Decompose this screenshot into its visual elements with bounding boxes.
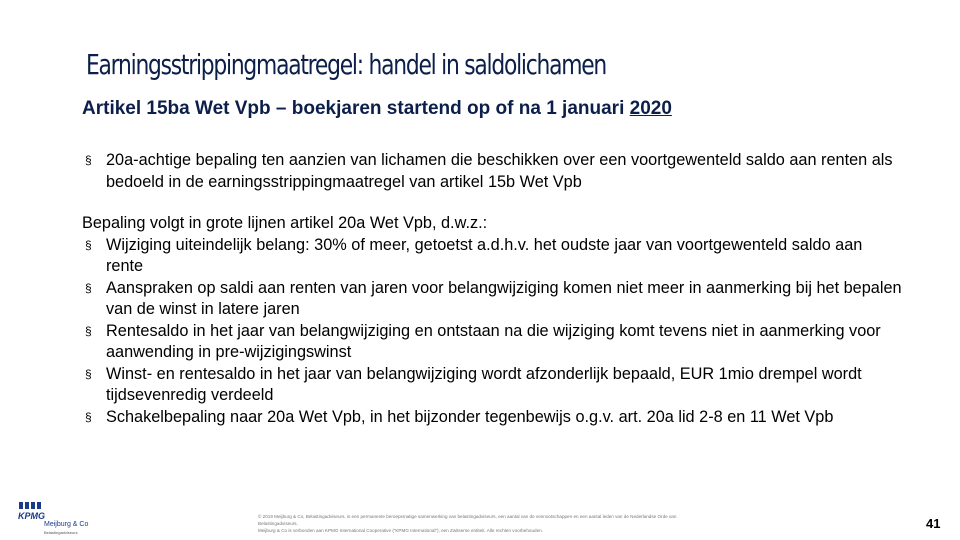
bullet-icon: § [85,237,92,252]
bullet-icon: § [85,323,92,338]
logo-subtitle: Belastingadviseurs [44,530,78,535]
bullet-text: Rentesaldo in het jaar van belangwijziging en ontstaan na die wijziging komt tevens niet in aanmerking voor aanwending in pre-wijzigingswinst [106,321,881,361]
list-item [82,364,902,407]
bullet-text: Schakelbepaling naar 20a Wet Vpb, in het bijzonder tegenbewijs o.g.v. art. 20a lid 2-8 en 11 Wet Vpb [106,407,834,426]
legal-line: Meijburg & Co is verbonden aan KPMG International Cooperative (“KPMG International”), een Zwitserse entiteit. Alle rechten voorbehouden. [258,528,543,533]
list-item [82,235,902,278]
list-item [82,150,902,193]
subtitle-main: Artikel 15ba Wet Vpb – boekjaren startend op of na 1 januari [82,98,630,119]
lead-text: Bepaling volgt in grote lijnen artikel 20a Wet Vpb, d.w.z.: [82,214,488,232]
bullet-text: 20a-achtige bepaling ten aanzien van lichamen die beschikken over een voortgewenteld saldo aan renten als bedoeld in de earningsstrippingmaatregel van artikel 15b Wet Vpb [106,151,893,191]
list-item [82,278,902,321]
bullet-text: Aanspraken op saldi aan renten van jaren voor belangwijziging komen niet meer in aanmerking bij het bepalen van de winst in latere jaren [106,278,902,318]
bullet-icon: § [85,280,92,295]
slide-title: Earningsstrippingmaatregel: handel in saldolichamen [86,48,607,81]
bullet-icon: § [85,409,92,424]
logo-name: Meijburg & Co [44,521,89,528]
slide-body [82,150,902,428]
slide-subtitle [82,98,672,120]
intro-bullet-list [82,150,902,193]
bullet-list [82,235,902,429]
list-item [82,321,902,364]
page-number: 41 [926,516,941,531]
bullet-icon: § [85,153,92,167]
company-logo [18,500,88,536]
list-item [82,407,902,429]
subtitle-year: 2020 [629,98,672,119]
bullet-text: Winst- en rentesaldo in het jaar van belangwijziging wordt afzonderlijk bepaald, EUR 1mio drempel wordt tijdsevenredig verdeeld [106,364,862,404]
bullet-icon: § [85,366,92,381]
logo-mark: KPMG [18,511,45,521]
legal-line: © 2019 Meijburg & Co, Belastingadviseurs, is een permanente beroepsmatige samenwerking van belastingadviseurs, een aantal van de vennootschappen en een aantal leden van de Nederlandse Orde van Belastingadviseurs. [258,514,677,526]
footer-legal-text [258,513,708,534]
bullet-text: Wijziging uiteindelijk belang: 30% of meer, getoetst a.d.h.v. het oudste jaar van voortgewenteld saldo aan rente [106,235,863,275]
